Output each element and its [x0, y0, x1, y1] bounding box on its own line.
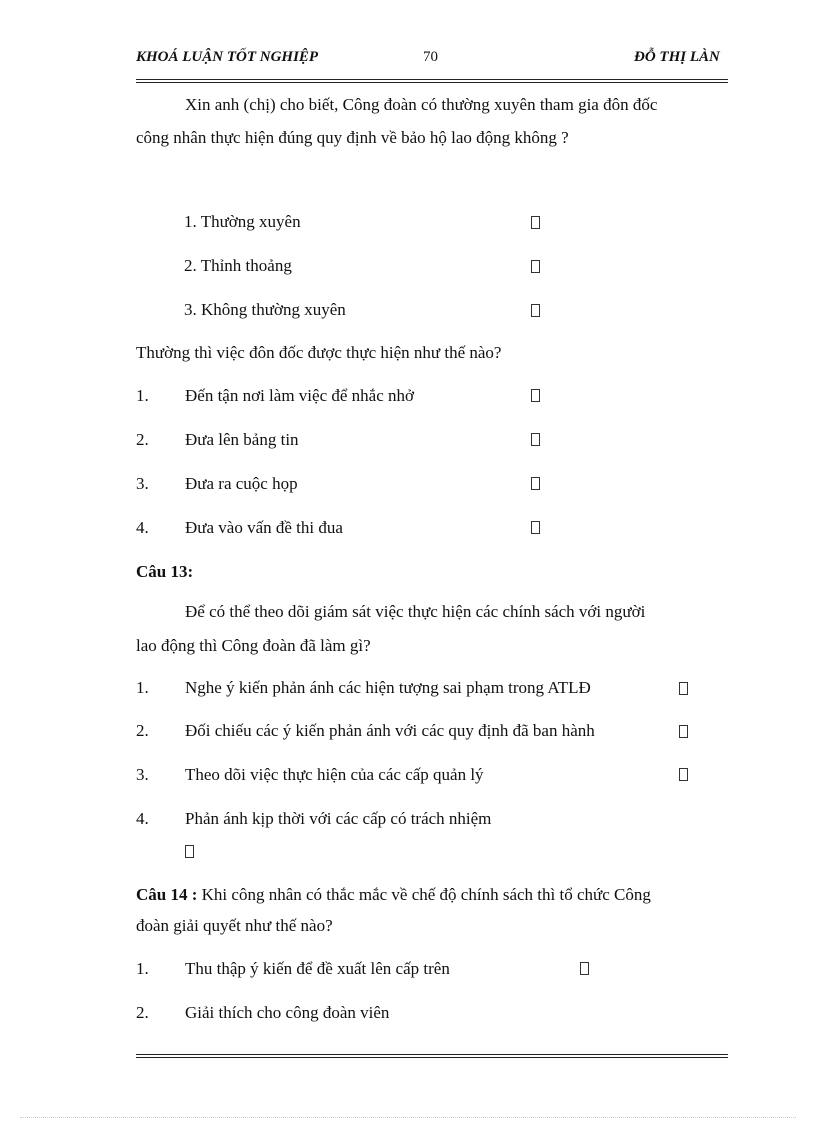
- cau14-item-text: Giải thích cho công đoàn viên: [185, 1003, 390, 1022]
- cau13-item-text: Theo dõi việc thực hiện của các cấp quản lý: [185, 765, 484, 784]
- frequency-option-3: 3. Không thường xuyên: [184, 300, 346, 319]
- checkbox-icon[interactable]: [531, 304, 540, 317]
- checkbox-icon[interactable]: [531, 521, 540, 534]
- checkbox-icon[interactable]: [531, 477, 540, 490]
- checkbox-icon[interactable]: [679, 768, 688, 781]
- frequency-option-2: 2. Thỉnh thoảng: [184, 256, 292, 275]
- checkbox-icon[interactable]: [679, 725, 688, 738]
- cau13-item-text: Đối chiếu các ý kiến phản ánh với các quy định đã ban hành: [185, 721, 595, 740]
- checkbox-icon[interactable]: [580, 962, 589, 975]
- footer-divider: [136, 1054, 728, 1058]
- cau13-item-text: Nghe ý kiến phản ánh các hiện tượng sai phạm trong ATLĐ: [185, 678, 591, 697]
- method-prompt: Thường thì việc đôn đốc được thực hiện như thế nào?: [136, 343, 502, 362]
- cau13-item-number: 2.: [136, 721, 149, 740]
- checkbox-icon[interactable]: [185, 845, 194, 858]
- intro-line-1: Xin anh (chị) cho biết, Công đoàn có thường xuyên tham gia đôn đốc: [185, 95, 658, 114]
- method-item-number: 4.: [136, 518, 149, 537]
- cau14-line-1-text: Khi công nhân có thắc mắc về chế độ chính sách thì tổ chức Công: [197, 885, 651, 904]
- cau14-item-number: 1.: [136, 959, 149, 978]
- cau13-item-number: 3.: [136, 765, 149, 784]
- cau14-line-1: [136, 885, 651, 905]
- checkbox-icon[interactable]: [531, 260, 540, 273]
- intro-line-2: công nhân thực hiện đúng quy định về bảo hộ lao động không ?: [136, 128, 569, 147]
- header-right-author: ĐỖ THỊ LÀN: [634, 49, 720, 65]
- cau13-item-number: 1.: [136, 678, 149, 697]
- checkbox-icon[interactable]: [531, 389, 540, 402]
- cau13-item-text: Phản ánh kịp thời với các cấp có trách nhiệm: [185, 809, 492, 828]
- cau13-title: Câu 13:: [136, 562, 194, 581]
- cau13-line-2: lao động thì Công đoàn đã làm gì?: [136, 636, 371, 655]
- frequency-option-1: 1. Thường xuyên: [184, 212, 301, 231]
- checkbox-icon[interactable]: [679, 682, 688, 695]
- method-item-text: Đưa lên bảng tin: [185, 430, 299, 449]
- header-left-title: KHOÁ LUẬN TỐT NGHIỆP: [136, 49, 319, 65]
- method-item-text: Đến tận nơi làm việc để nhắc nhở: [185, 386, 414, 405]
- cau14-item-text: Thu thập ý kiến để đề xuất lên cấp trên: [185, 959, 450, 978]
- page-edge-divider: [20, 1117, 796, 1118]
- method-item-text: Đưa vào vấn đề thi đua: [185, 518, 343, 537]
- checkbox-icon[interactable]: [531, 216, 540, 229]
- method-item-number: 3.: [136, 474, 149, 493]
- cau14-line-2: đoàn giải quyết như thế nào?: [136, 916, 333, 935]
- method-item-text: Đưa ra cuộc họp: [185, 474, 298, 493]
- cau13-line-1: Để có thể theo dõi giám sát việc thực hiện các chính sách với người: [185, 602, 646, 621]
- checkbox-icon[interactable]: [531, 433, 540, 446]
- cau14-title: Câu 14 :: [136, 885, 198, 904]
- header-divider: [136, 79, 728, 83]
- method-item-number: 2.: [136, 430, 149, 449]
- method-item-number: 1.: [136, 386, 149, 405]
- cau13-item-number: 4.: [136, 809, 149, 828]
- page-number: 70: [423, 49, 438, 65]
- cau14-item-number: 2.: [136, 1003, 149, 1022]
